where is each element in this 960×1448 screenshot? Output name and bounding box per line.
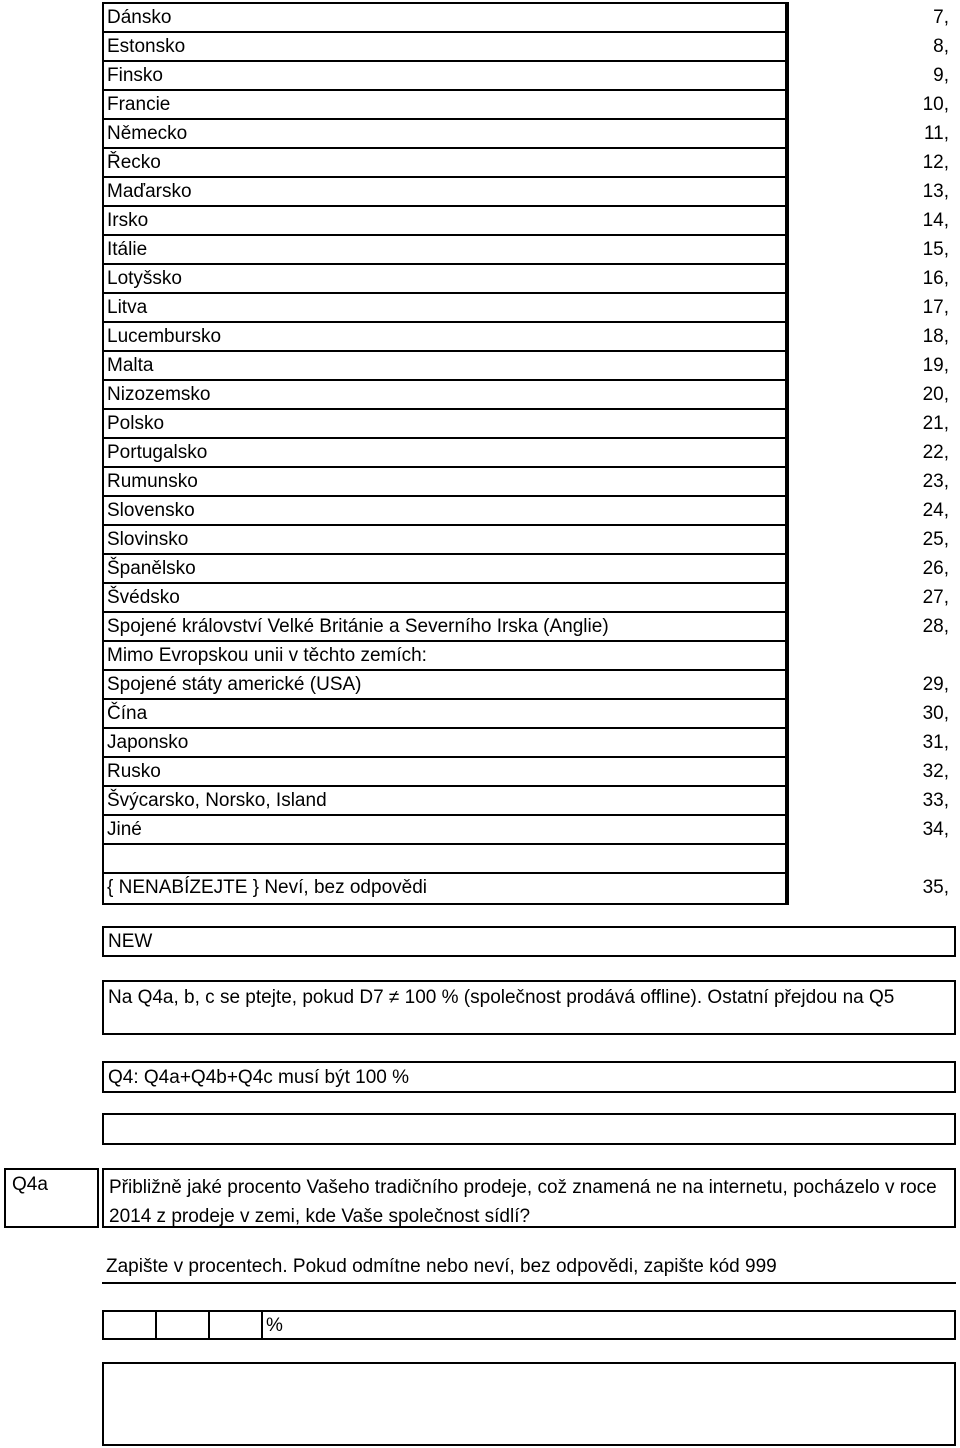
country-name: Irsko xyxy=(104,207,787,236)
country-row xyxy=(104,352,949,381)
country-code: 16, xyxy=(922,268,949,289)
q4a-label-text: Q4a xyxy=(12,1174,48,1195)
country-code: 13, xyxy=(922,181,949,202)
country-row xyxy=(104,584,949,613)
country-row xyxy=(104,700,949,729)
country-name: Nizozemsko xyxy=(104,381,787,410)
country-row xyxy=(104,642,787,671)
country-name: Spojené království Velké Británie a Severního Irska (Anglie) xyxy=(104,613,787,642)
country-code: 10, xyxy=(922,94,949,115)
country-row xyxy=(104,555,949,584)
country-code: 30, xyxy=(922,703,949,724)
country-name: Německo xyxy=(104,120,787,149)
filter-instruction xyxy=(102,980,956,1035)
country-name: Mimo Evropskou unii v těchto zemích: xyxy=(104,642,787,671)
country-name: Portugalsko xyxy=(104,439,787,468)
country-code: 29, xyxy=(922,674,949,695)
country-row xyxy=(104,526,949,555)
percent-digit-2-input[interactable] xyxy=(155,1310,210,1340)
country-name: Švédsko xyxy=(104,584,787,613)
country-name: Slovensko xyxy=(104,497,787,526)
country-name: Dánsko xyxy=(104,4,787,33)
country-name: Itálie xyxy=(104,236,787,265)
country-row xyxy=(104,758,949,787)
q4-rule-text: Q4: Q4a+Q4b+Q4c musí být 100 % xyxy=(108,1067,409,1088)
country-code: 19, xyxy=(922,355,949,376)
country-code: 35, xyxy=(922,877,949,898)
country-name: Čína xyxy=(104,700,787,729)
country-row xyxy=(104,816,949,845)
q4-rule xyxy=(102,1061,956,1093)
country-row xyxy=(104,497,949,526)
country-code: 18, xyxy=(922,326,949,347)
country-code: 9, xyxy=(933,65,949,86)
country-name: Francie xyxy=(104,91,787,120)
country-list xyxy=(102,2,949,905)
filter-instruction-text: Na Q4a, b, c se ptejte, pokud D7 ≠ 100 % (společnost prodává offline). Ostatní přejdou na Q5 xyxy=(108,987,895,1008)
country-row xyxy=(104,178,949,207)
country-row xyxy=(104,787,949,816)
country-name: Španělsko xyxy=(104,555,787,584)
answer-instruction xyxy=(102,1252,956,1284)
country-row xyxy=(104,149,949,178)
country-row xyxy=(104,468,949,497)
answer-instruction-text: Zapište v procentech. Pokud odmítne nebo neví, bez odpovědi, zapište kód 999 xyxy=(106,1256,777,1277)
country-row xyxy=(104,207,949,236)
country-code: 23, xyxy=(922,471,949,492)
country-name: Maďarsko xyxy=(104,178,787,207)
country-code: 14, xyxy=(922,210,949,231)
question-text-box xyxy=(102,1168,956,1228)
country-code: 32, xyxy=(922,761,949,782)
country-code: 28, xyxy=(922,616,949,637)
empty-row xyxy=(102,1113,956,1145)
q4a-question-text: Přibližně jaké procento Vašeho tradičního prodeje, což znamená ne na internetu, pocházelo v roce 2014 z prodeje v zemi, kde Vaše společnost sídlí? xyxy=(109,1177,937,1227)
country-name: Rumunsko xyxy=(104,468,787,497)
answer-area[interactable] xyxy=(102,1362,956,1446)
country-code: 20, xyxy=(922,384,949,405)
country-row xyxy=(104,613,949,642)
country-name: Slovinsko xyxy=(104,526,787,555)
country-row xyxy=(104,874,949,903)
country-code: 31, xyxy=(922,732,949,753)
country-name xyxy=(104,845,787,874)
country-row xyxy=(104,381,949,410)
country-row xyxy=(104,265,949,294)
percent-digit-1-input[interactable] xyxy=(102,1310,157,1340)
country-name: Řecko xyxy=(104,149,787,178)
country-name: Rusko xyxy=(104,758,787,787)
country-code: 33, xyxy=(922,790,949,811)
country-code: 22, xyxy=(922,442,949,463)
percent-digit-3-input[interactable] xyxy=(208,1310,263,1340)
percent-unit-cell xyxy=(261,1310,956,1340)
country-row xyxy=(104,323,949,352)
country-name: Estonsko xyxy=(104,33,787,62)
country-row xyxy=(104,120,949,149)
country-row xyxy=(104,729,949,758)
country-code: 26, xyxy=(922,558,949,579)
country-name: Finsko xyxy=(104,62,787,91)
country-name: Lotyšsko xyxy=(104,265,787,294)
country-name: Litva xyxy=(104,294,787,323)
country-name: Jiné xyxy=(104,816,787,845)
country-row xyxy=(104,4,949,33)
country-row xyxy=(104,845,787,874)
country-row xyxy=(104,33,949,62)
country-row xyxy=(104,439,949,468)
country-row xyxy=(104,62,949,91)
country-code: 34, xyxy=(922,819,949,840)
country-row xyxy=(104,91,949,120)
country-code: 11, xyxy=(923,123,949,144)
country-code: 27, xyxy=(922,587,949,608)
country-row xyxy=(104,294,949,323)
country-name: Spojené státy americké (USA) xyxy=(104,671,787,700)
country-name: Malta xyxy=(104,352,787,381)
country-name: { NENABÍZEJTE } Neví, bez odpovědi xyxy=(104,874,787,903)
percent-unit-label: % xyxy=(266,1315,283,1336)
country-code: 21, xyxy=(922,413,949,434)
question-label xyxy=(4,1168,99,1228)
country-row xyxy=(104,236,949,265)
country-code: 7, xyxy=(933,7,949,28)
new-marker xyxy=(102,926,956,957)
country-code: 24, xyxy=(922,500,949,521)
country-name: Polsko xyxy=(104,410,787,439)
country-name: Lucembursko xyxy=(104,323,787,352)
country-code: 17, xyxy=(922,297,949,318)
country-row xyxy=(104,410,949,439)
country-row xyxy=(104,671,949,700)
country-name: Švýcarsko, Norsko, Island xyxy=(104,787,787,816)
new-label: NEW xyxy=(108,931,153,952)
country-name: Japonsko xyxy=(104,729,787,758)
country-code: 12, xyxy=(922,152,949,173)
country-code: 8, xyxy=(933,36,949,57)
country-code: 15, xyxy=(922,239,949,260)
country-code: 25, xyxy=(922,529,949,550)
